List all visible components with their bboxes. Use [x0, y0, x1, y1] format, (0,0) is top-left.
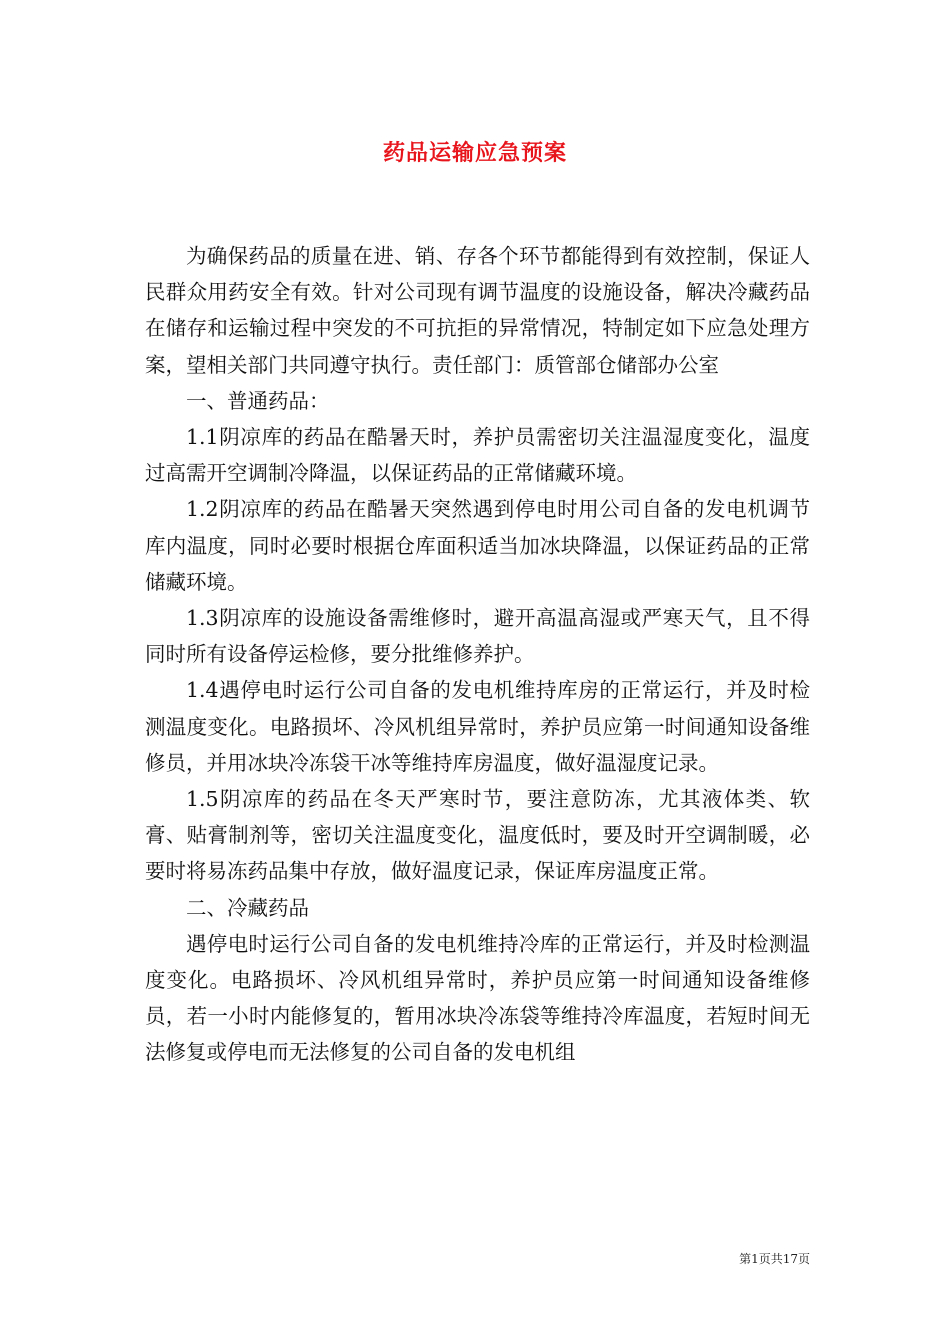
- paragraph-1-5: 1.5阴凉库的药品在冬天严寒时节，要注意防冻，尤其液体类、软膏、贴膏制剂等，密切关注温度变化，温度低时，要及时开空调制暖，必要时将易冻药品集中存放，做好温度记录，保证库房温度正常。: [145, 787, 810, 884]
- paragraph-1-2: 1.2阴凉库的药品在酷暑天突然遇到停电时用公司自备的发电机调节库内温度，同时必要时根据仓库面积适当加冰块降温，以保证药品的正常储藏环境。: [145, 497, 810, 594]
- document-title: 药品运输应急预案: [382, 140, 567, 166]
- paragraph-1-4: 1.4遇停电时运行公司自备的发电机维持库房的正常运行，并及时检测温度变化。电路损坏、冷风机组异常时，养护员应第一时间通知设备维修员，并用冰块冷冻袋干冰等维持库房温度，做好温湿度记录。: [145, 678, 810, 775]
- section-heading-refrigerated-drugs: 二、冷藏药品: [186, 895, 309, 920]
- section-heading-general-drugs: 一、普通药品：: [186, 388, 330, 413]
- paragraph-refrigerated: 遇停电时运行公司自备的发电机维持冷库的正常运行，并及时检测温度变化。电路损坏、冷风机组异常时，养护员应第一时间通知设备维修员，若一小时内能修复的，暂用冰块冷冻袋等维持冷库温度，若短时间无法修复或停电而无法修复的公司自备的发电机组: [145, 931, 810, 1065]
- paragraph-intro: 为确保药品的质量在进、销、存各个环节都能得到有效控制，保证人民群众用药安全有效。针对公司现有调节温度的设施设备，解决冷藏药品在储存和运输过程中突发的不可抗拒的异常情况，特制定如下应急处理方案，望相关部门共同遵守执行。责任部门：质管部仓储部办公室: [145, 244, 810, 377]
- document-body: [145, 238, 810, 1071]
- paragraph-1-3: 1.3阴凉库的设施设备需维修时，避开高温高湿或严寒天气，且不得同时所有设备停运检修，要分批维修养护。: [145, 606, 810, 667]
- paragraph-1-1: 1.1阴凉库的药品在酷暑天时，养护员需密切关注温湿度变化，温度过高需开空调制冷降温，以保证药品的正常储藏环境。: [145, 425, 810, 486]
- page-number-footer: 第1页共17页: [739, 1252, 810, 1266]
